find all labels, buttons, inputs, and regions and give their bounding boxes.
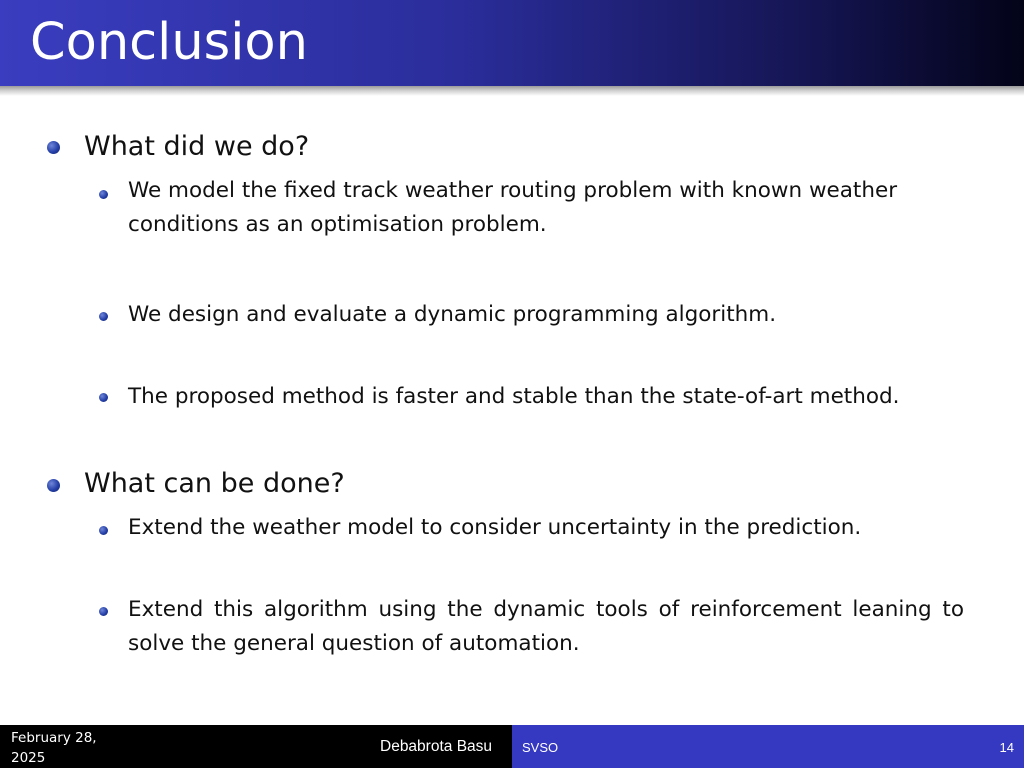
sub-bullet-dot-icon bbox=[99, 526, 108, 535]
bullet-item: We model the fixed track weather routing problem with known weather conditions as an optimisation problem. bbox=[128, 178, 898, 237]
sub-bullet-dot-icon bbox=[99, 393, 108, 402]
footer-right-panel bbox=[512, 725, 1024, 768]
bullet-item: Extend this algorithm using the dynamic tools of reinforcement leaning to solve the general question of automation. bbox=[128, 597, 964, 656]
footer-page-number: 14 bbox=[999, 740, 1014, 755]
sub-bullet-dot-icon bbox=[99, 190, 108, 199]
bullet-dot-icon bbox=[47, 141, 60, 154]
bullet-dot-icon bbox=[47, 479, 60, 492]
section-heading-what-did-we-do: What did we do? bbox=[84, 131, 310, 162]
footer-author: Debabrota Basu bbox=[380, 738, 493, 755]
slide-title: Conclusion bbox=[30, 13, 308, 72]
sub-bullet-dot-icon bbox=[99, 607, 108, 616]
slide-footer bbox=[0, 725, 1024, 768]
footer-date: February 28, 2025 bbox=[11, 730, 97, 766]
footer-left-panel bbox=[0, 725, 512, 768]
sub-bullet-dot-icon bbox=[99, 312, 108, 321]
footer-short-title: SVSO bbox=[522, 740, 559, 755]
section-heading-what-can-be-done: What can be done? bbox=[84, 468, 345, 499]
bullet-item: We design and evaluate a dynamic programming algorithm. bbox=[128, 302, 777, 327]
bullet-item: Extend the weather model to consider uncertainty in the prediction. bbox=[128, 515, 862, 540]
bullet-item: The proposed method is faster and stable than the state-of-art method. bbox=[128, 384, 900, 409]
